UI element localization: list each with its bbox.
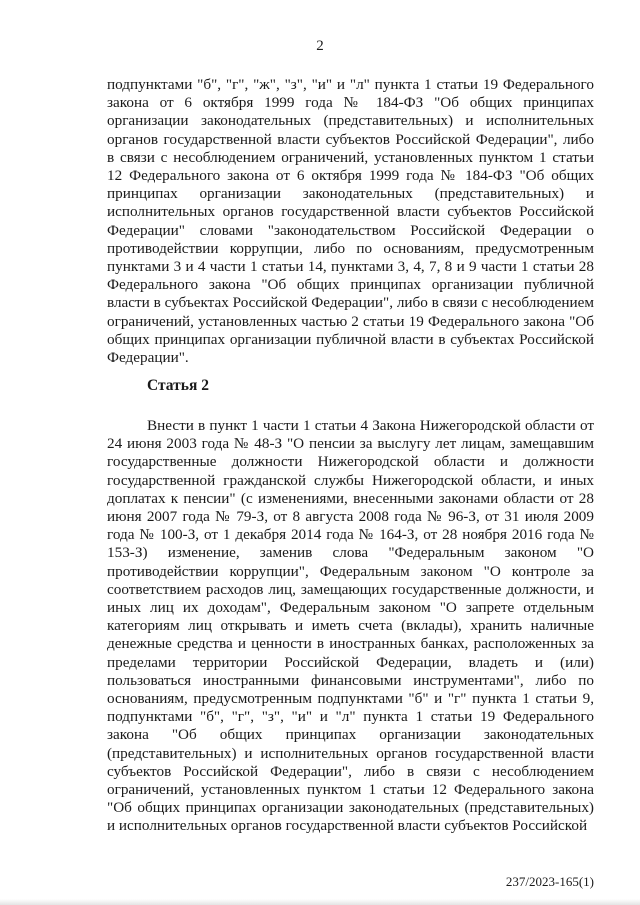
article-2-paragraph: Внести в пункт 1 части 1 статьи 4 Закона Нижегородской области от 24 июня 2003 года № 48-З "О пенсии за выслугу лет лицам, замещавшим государственные должности Нижегородской области и должности государственной гражданской службы Нижегородской области, и иных доплатах к пенсии" (с изменениями, внесенными законами области от 28 июня 2007 года № 79-З, от 8 августа 2008 года № 96-З, от 31 июля 2009 года № 100-З, от 1 декабря 2014 года № 164-З, от 28 ноября 2016 года № 153-З) изменение, заменив слова "Федеральным законом "О противодействии коррупции", Федеральным законом "О контроле за соответствием расходов лиц, замещающих государственные должности, и иных лиц их доходам", Федеральным законом "О запрете отдельным категориям лиц открывать и иметь счета (вклады), хранить наличные денежные средства и ценности в иностранных банках, расположенных за пределами территории Российской Федерации, владеть и (или) пользоваться иностранными финансовыми инструментами", либо по основаниям, предусмотренным подпунктами "б" и "г" пункта 1 статьи 9, подпунктами "б", "г", "з", "и" и "л" пункта 1 статьи 19 Федерального закона "Об общих принципах организации законодательных (представительных) и исполнительных органов государственной власти субъектов Российской Федерации", либо в связи с несоблюдением ограничений, установленных пунктом 1 статьи 12 Федерального закона "Об общих принципах организации законодательных (представительных) и исполнительных органов государственной власти субъектов Российской xyxy=(107,417,594,835)
paragraph-continuation: подпунктами "б", "г", "ж", "з", "и" и "л" пункта 1 статьи 19 Федерального закона от 6 октября 1999 года № 184-ФЗ "Об общих принципах организации законодательных (представительных) и исполнительных органов государственной власти субъектов Российской Федерации", либо в связи с несоблюдением ограничений, установленных пунктом 1 статьи 12 Федерального закона от 6 октября 1999 года № 184-ФЗ "Об общих принципах организации законодательных (представительных) и исполнительных органов государственной власти субъектов Российской Федерации" словами "законодательством Российской Федерации о противодействии коррупции, либо по основаниям, предусмотренным пунктами 3 и 4 части 1 статьи 14, пунктами 3, 4, 7, 8 и 9 части 1 статьи 28 Федерального закона "Об общих принципах организации публичной власти в субъектах Российской Федерации", либо в связи с несоблюдением ограничений, установленных частью 2 статьи 19 Федерального закона "Об общих принципах организации публичной власти в субъектах Российской Федерации". xyxy=(107,76,594,367)
page-number: 2 xyxy=(316,38,324,54)
document-code: 237/2023-165(1) xyxy=(505,874,594,889)
scan-edge xyxy=(0,899,640,905)
article-heading: Статья 2 xyxy=(147,377,209,394)
